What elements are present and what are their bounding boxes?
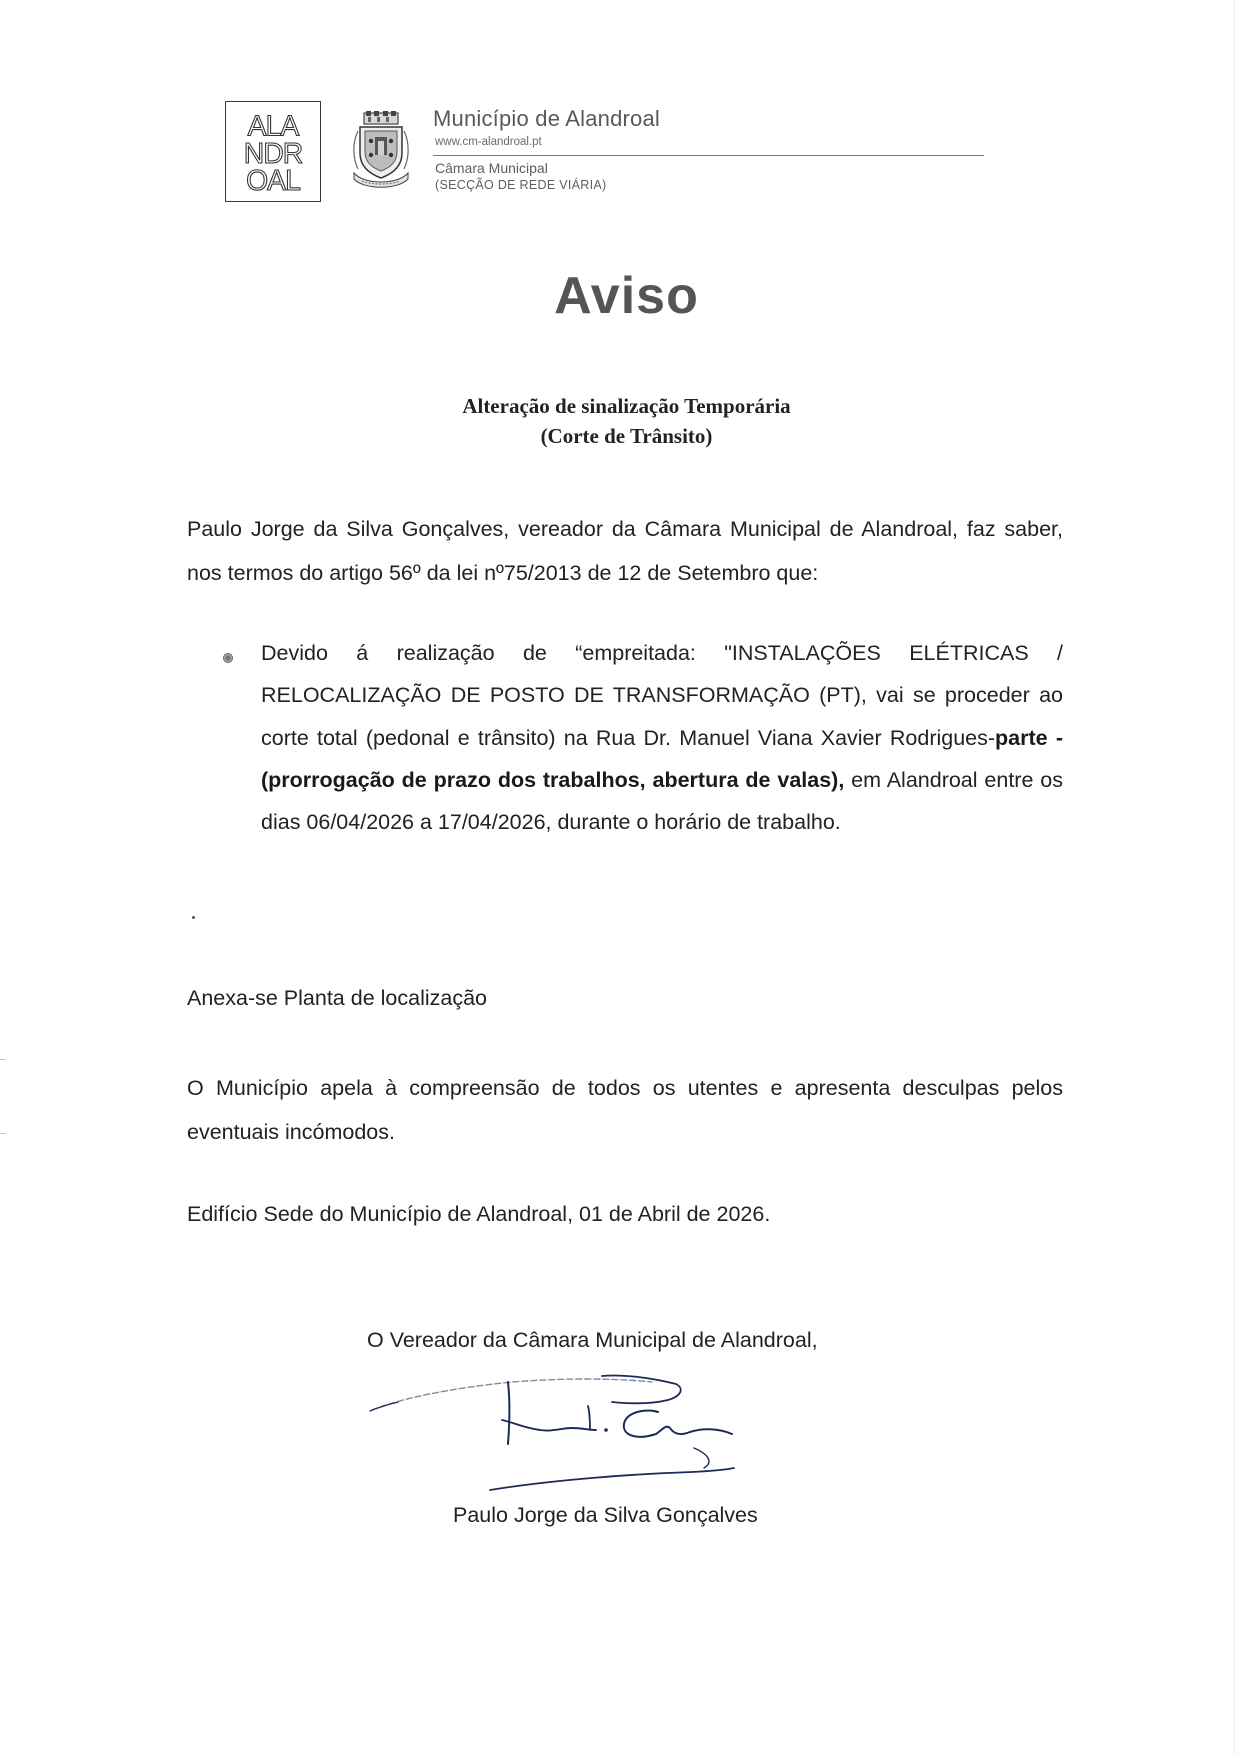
alandroal-logo	[225, 101, 321, 202]
bullet-paragraph	[261, 632, 1063, 843]
bullet-icon	[223, 653, 233, 663]
handwritten-signature	[362, 1368, 792, 1500]
logo-line-3: OAL	[246, 165, 300, 198]
intro-paragraph: Paulo Jorge da Silva Gonçalves, vereador da Câmara Municipal de Alandroal, faz saber, nos termos do artigo 56º da lei nº75/2013 de 12 de Setembro que:	[187, 517, 1063, 585]
signer-name: Paulo Jorge da Silva Gonçalves	[453, 1503, 758, 1527]
council-name: Câmara Municipal	[435, 160, 548, 176]
scan-artifact	[0, 1059, 6, 1060]
notice-subtitle-detail: (Corte de Trânsito)	[540, 424, 713, 448]
place-and-date: Edifício Sede do Município de Alandroal, 01 de Abril de 2026.	[187, 1202, 771, 1226]
notice-title: Aviso	[554, 267, 699, 325]
department-name: (SECÇÃO DE REDE VIÁRIA)	[435, 178, 607, 192]
header-divider	[433, 155, 984, 156]
appeal-paragraph: O Município apela à compreensão de todos os utentes e apresenta desculpas pelos eventuais incómodos.	[187, 1076, 1063, 1144]
coat-of-arms-icon	[350, 111, 412, 189]
bullet-text-bold: parte - (prorrogação de prazo dos trabalhos, abertura de valas),	[261, 725, 1063, 792]
notice-subtitle: Alteração de sinalização Temporária	[462, 394, 791, 418]
signature-heading: O Vereador da Câmara Municipal de Alandroal,	[367, 1328, 818, 1352]
municipality-website: www.cm-alandroal.pt	[435, 136, 542, 148]
stray-mark	[192, 916, 195, 919]
bullet-text-end: em Alandroal entre os dias 06/04/2026 a 17/04/2026, durante o horário de trabalho.	[261, 767, 1063, 835]
municipality-name: Município de Alandroal	[433, 106, 660, 131]
logo-line-2: NDR	[243, 137, 303, 170]
scan-artifact	[0, 1133, 6, 1134]
annex-note: Anexa-se Planta de localização	[187, 986, 487, 1010]
logo-line-1: ALA	[247, 110, 299, 143]
scan-edge	[1234, 0, 1235, 1755]
bullet-text-start: Devido á realização de “empreitada: "INSTALAÇÕES ELÉTRICAS / RELOCALIZAÇÃO DE POSTO DE TRANSFORMAÇÃO (PT), vai se proceder ao corte total (pedonal e trânsito) na Rua Dr. Manuel Viana Xavier Rodrigues-	[261, 641, 1063, 750]
